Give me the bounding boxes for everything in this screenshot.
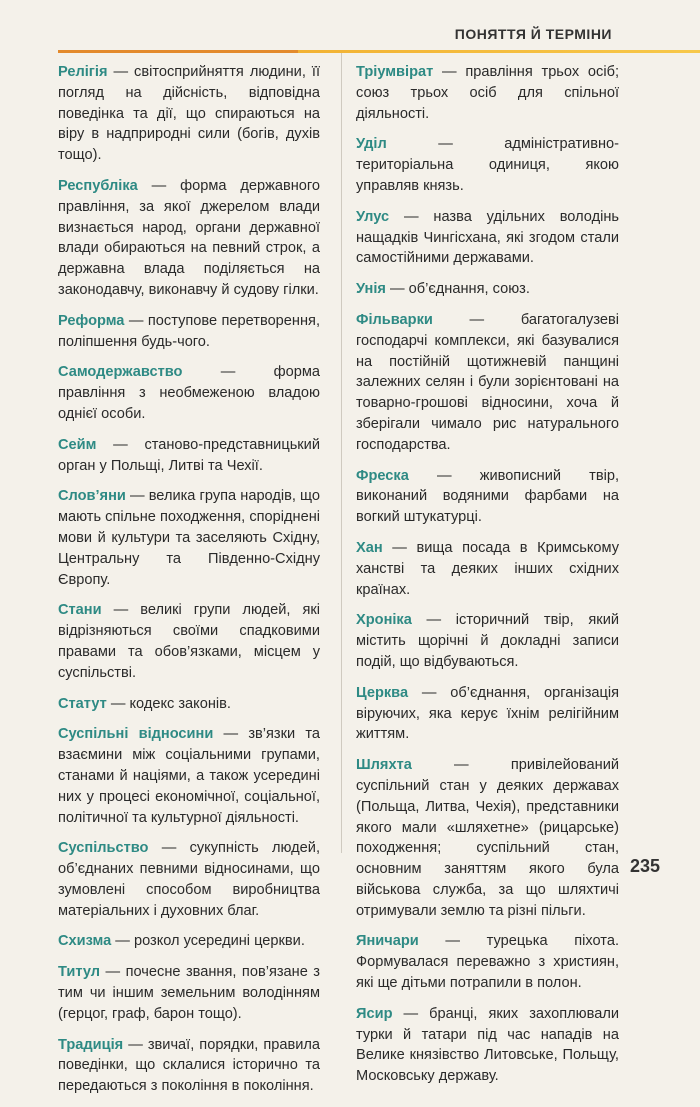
glossary-entry: Сейм — станово-представницький орган у Польщі, Литві та Чехії. bbox=[58, 436, 320, 474]
glossary-entry: Уділ — адміністративно-територіальна одиниця, якою управляв князь. bbox=[356, 136, 619, 194]
glossary-definition: кодекс законів. bbox=[129, 695, 231, 712]
glossary-definition: зв’язки та взаємини між соціальними групами, станами й націями, а також усередині них у процесі економічної, соціальної, політичної та культурної діяльності. bbox=[58, 726, 320, 826]
glossary-term: Шляхта bbox=[356, 757, 412, 774]
glossary-term: Суспільство bbox=[58, 840, 149, 857]
glossary-term: Релігія bbox=[58, 64, 108, 80]
glossary-definition: велика група народів, що мають спільне походження, споріднені мови й культури та заселяють Східну, Центральну та Південно-Східну Європу. bbox=[58, 488, 321, 588]
glossary-entry: Суспільні відносини — зв’язки та взаємини між соціальними групами, станами й націями, а також усередині них у процесі економічної, соціальної, політичної та культурної діяльності. bbox=[58, 726, 320, 826]
glossary-entry: Республіка — форма державного правління, за якої джерелом влади визнається народ, органи державної влади обираються на певний строк, а державна влада поділяється на законодавчу, виконавчу й судову гілки. bbox=[58, 177, 321, 298]
glossary-entry: Титул — почесне звання, пов’язане з тим чи іншим земельним володінням (герцог, граф, барон тощо). bbox=[58, 964, 321, 1022]
glossary-entry: Стани — великі групи людей, які відрізняються своїми спадковими правами та обов’язками, місцем у суспільстві. bbox=[58, 602, 320, 681]
glossary-entry: Фреска — живописний твір, виконаний водяними фарбами на вогкий штукатурці. bbox=[356, 467, 619, 526]
glossary-definition: бранці, яких захоплювали турки й татари під час нападів на Велике князівство Литовське, Польщу, Московську державу. bbox=[356, 1005, 619, 1085]
glossary-definition: вища посада в Кримському ханстві та деяких інших східних країнах. bbox=[356, 539, 620, 598]
glossary-definition: розкол усередині церкви. bbox=[133, 933, 305, 950]
glossary-term: Традиція bbox=[58, 1036, 124, 1053]
glossary-definition: форма державного правління, за якої джерелом влади визнається народ, органи державної влади обираються на певний строк, а державна влада поділяється на законодавчу, виконавчу й судову гілки. bbox=[58, 177, 321, 298]
header-rule bbox=[58, 50, 700, 53]
glossary-term: Хан bbox=[356, 539, 383, 556]
glossary-entry: Ясир — бранці, яких захоплювали турки й татари під час нападів на Велике князівство Литовське, Польщу, Московську державу. bbox=[356, 1005, 619, 1085]
glossary-entry: Унія — об’єднання, союз. bbox=[356, 281, 530, 298]
left-column bbox=[58, 62, 320, 1107]
glossary-definition: живописний твір, виконаний водяними фарбами на вогкий штукатурці. bbox=[356, 467, 619, 526]
glossary-entry: Хан — вища посада в Кримському ханстві та деяких інших східних країнах. bbox=[356, 539, 620, 598]
glossary-term: Суспільні відносини bbox=[58, 726, 214, 743]
glossary-entry: Улус — назва удільних володінь нащадків Чингісхана, які згодом стали самостійними державами. bbox=[356, 208, 619, 267]
glossary-entry: Фільварки — багатогалузеві господарчі комплекси, які базувалися на постійній щотижневій панщині залежних селян і були зорієнтовані на товарно-грошові відносини, хоча й зберігали чимало рис натурального господарства. bbox=[356, 311, 619, 453]
glossary-term: Фреска bbox=[356, 467, 409, 484]
glossary-definition: станово-представницький орган у Польщі, Литві та Чехії. bbox=[58, 436, 320, 474]
glossary-entry: Самодержавство — форма правління з необмеженою владою однієї особи. bbox=[58, 364, 320, 422]
glossary-term: Фільварки bbox=[356, 311, 433, 328]
glossary-term: Ясир bbox=[356, 1005, 393, 1022]
glossary-definition: правління трьох осіб; союз трьох осіб для спільної діяльності. bbox=[356, 64, 619, 122]
glossary-definition: звичаї, порядки, правила поведінки, що склалися історично та передаються з покоління в покоління. bbox=[58, 1036, 320, 1095]
glossary-entry: Релігія — світосприйняття людини, її погляд на дійсність, відповідна поведінка та дії, що спираються на віру в надприродні сили (богів, духів тощо). bbox=[58, 64, 320, 164]
glossary-term: Хроніка bbox=[356, 612, 412, 629]
glossary-term: Статут bbox=[58, 695, 107, 712]
glossary-term: Самодержавство bbox=[58, 364, 183, 381]
glossary-definition: сукупність людей, об’єднаних певними відносинами, що зумовлені способом виробництва матеріальних і духовних благ. bbox=[58, 840, 321, 919]
glossary-term: Сейм bbox=[58, 436, 97, 453]
glossary-definition: форма правління з необмеженою владою однієї особи. bbox=[58, 364, 320, 422]
glossary-term: Республіка bbox=[58, 177, 138, 194]
glossary-entry: Шляхта — привілейований суспільний стан у деяких державах (Польща, Литва, Чехія), представники якого мали «шляхетне» (рицарське) походження; суспільний стан, основним заняттям якого була військова служба, за що шляхтичі отримували землю та різні пільги. bbox=[356, 757, 619, 919]
glossary-entry: Традиція — звичаї, порядки, правила поведінки, що склалися історично та передаються з покоління в покоління. bbox=[58, 1036, 320, 1095]
glossary-term: Стани bbox=[58, 602, 102, 619]
column-divider bbox=[341, 53, 342, 853]
glossary-term: Уділ bbox=[356, 136, 387, 153]
glossary-term: Реформа bbox=[58, 312, 125, 329]
glossary-entry: Хроніка — історичний твір, який містить щорічні й докладні записи подій, що відбуваються. bbox=[356, 612, 619, 670]
glossary-term: Унія bbox=[356, 281, 386, 298]
glossary-term: Тріумвірат bbox=[356, 64, 434, 80]
glossary-entry: Слов’яни — велика група народів, що мають спільне походження, споріднені мови й культури та заселяють Східну, Центральну та Південно-Східну Європу. bbox=[58, 488, 321, 588]
glossary-definition: привілейований суспільний стан у деяких державах (Польща, Литва, Чехія), представники якого мали «шляхетне» (рицарське) походження; суспільний стан, основним заняттям якого була військова служба, за що шляхтичі отримували землю та різні пільги. bbox=[356, 757, 619, 919]
glossary-entry: Реформа — поступове перетворення, поліпшення будь-чого. bbox=[58, 312, 320, 350]
glossary-definition: історичний твір, який містить щорічні й докладні записи подій, що відбуваються. bbox=[356, 612, 619, 670]
page-header-title: ПОНЯТТЯ Й ТЕРМІНИ bbox=[454, 26, 612, 42]
glossary-definition: почесне звання, пов’язане з тим чи іншим земельним володінням (герцог, граф, барон тощо). bbox=[58, 964, 321, 1022]
glossary-term: Схизма bbox=[58, 933, 112, 950]
glossary-definition: об’єднання, організація віруючих, яка керує їхнім релігійним життям. bbox=[356, 684, 620, 743]
glossary-entry: Церква — об’єднання, організація віруючих, яка керує їхнім релігійним життям. bbox=[356, 684, 620, 743]
glossary-entry: Яничари — турецька піхота. Формувалася переважно з християн, які ще дітьми потрапили в полон. bbox=[356, 933, 619, 992]
right-column bbox=[356, 62, 619, 1097]
glossary-entry: Схизма — розкол усередині церкви. bbox=[58, 933, 305, 950]
glossary-term: Церква bbox=[356, 684, 409, 701]
page-number: 235 bbox=[630, 856, 661, 876]
glossary-definition: світосприйняття людини, її погляд на дійсність, відповідна поведінка та дії, що спираються на віру в надприродні сили (богів, духів тощо). bbox=[58, 64, 320, 164]
glossary-definition: об’єднання, союз. bbox=[408, 281, 530, 298]
glossary-definition: адміністративно-територіальна одиниця, якою управляв князь. bbox=[356, 136, 619, 194]
glossary-term: Титул bbox=[58, 964, 101, 981]
glossary-definition: турецька піхота. Формувалася переважно з християн, які ще дітьми потрапили в полон. bbox=[356, 933, 619, 992]
glossary-term: Улус bbox=[356, 208, 390, 225]
glossary-definition: багатогалузеві господарчі комплекси, які базувалися на постійній щотижневій панщині залежних селян і були зорієнтовані на товарно-грошові відносини, хоча й зберігали чимало рис натурального господарства. bbox=[356, 311, 619, 453]
glossary-entry: Статут — кодекс законів. bbox=[58, 695, 231, 712]
glossary-term: Слов’яни bbox=[58, 488, 126, 505]
glossary-term: Яничари bbox=[356, 933, 419, 950]
glossary-definition: великі групи людей, які відрізняються своїми спадковими правами та обов’язками, місцем у суспільстві. bbox=[58, 602, 320, 681]
glossary-definition: поступове перетворення, поліпшення будь-чого. bbox=[58, 312, 320, 350]
glossary-definition: назва удільних володінь нащадків Чингісхана, які згодом стали самостійними державами. bbox=[356, 208, 619, 267]
glossary-entry: Тріумвірат — правління трьох осіб; союз трьох осіб для спільної діяльності. bbox=[356, 64, 619, 122]
glossary-entry: Суспільство — сукупність людей, об’єднаних певними відносинами, що зумовлені способом виробництва матеріальних і духовних благ. bbox=[58, 840, 321, 919]
